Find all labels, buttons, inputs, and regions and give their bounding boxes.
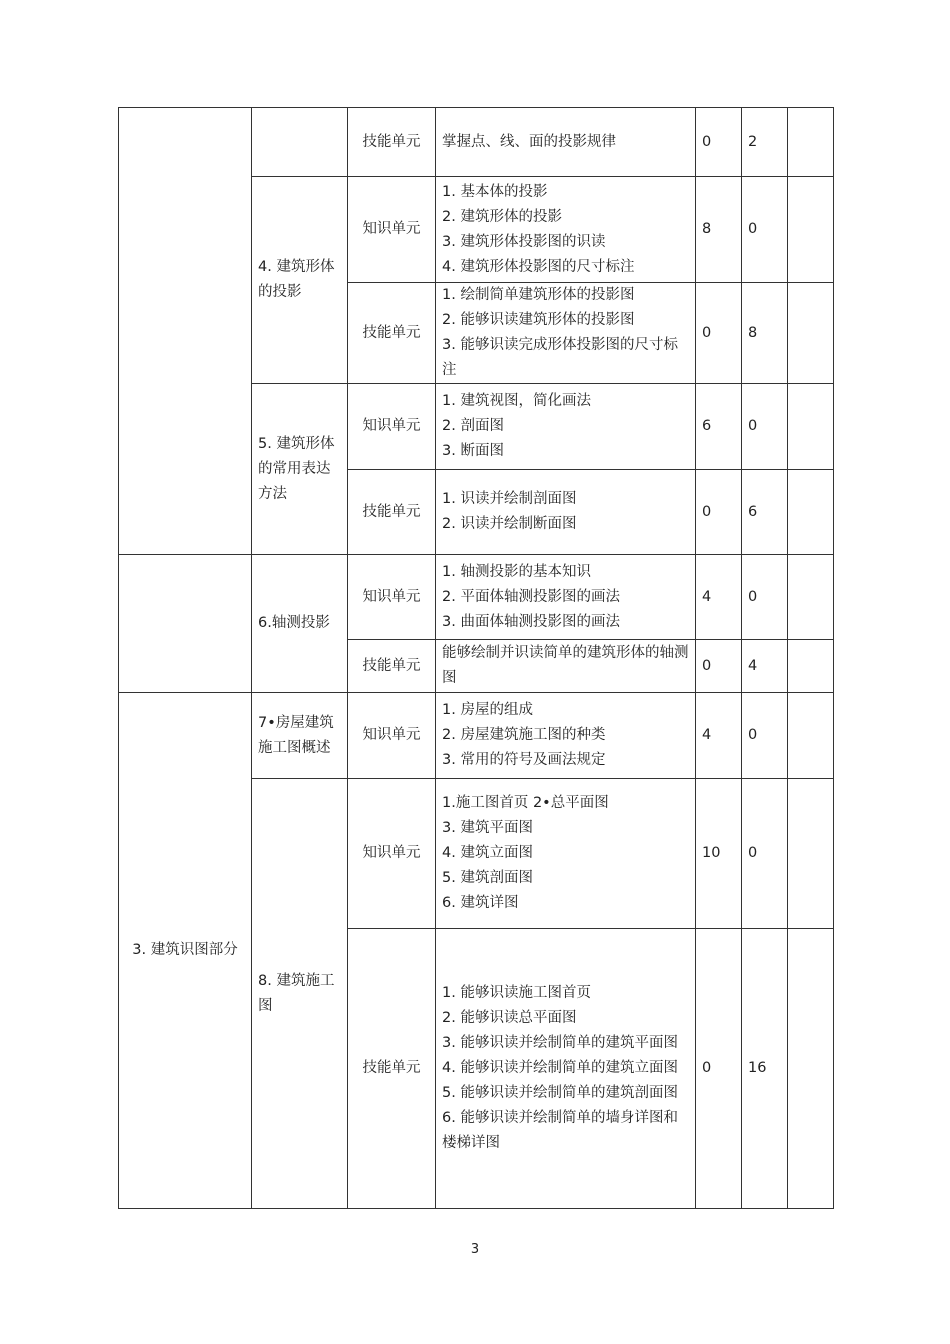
practice-hours-cell: 2: [742, 108, 788, 177]
practice-hours-cell: 0: [742, 177, 788, 283]
remark-cell: [788, 108, 834, 177]
unit-type-cell: 知识单元: [348, 177, 436, 283]
content-cell: 1. 基本体的投影 2. 建筑形体的投影 3. 建筑形体投影图的识读 4. 建筑形体投影图的尺寸标注: [436, 177, 696, 283]
theory-hours-cell: 6: [696, 384, 742, 470]
part-cell-empty: [119, 555, 252, 693]
theory-hours-cell: 4: [696, 555, 742, 640]
table-row: [119, 108, 834, 177]
remark-cell: [788, 470, 834, 555]
module-cell: 7•房屋建筑施工图概述: [252, 693, 348, 779]
course-hours-table: [118, 107, 834, 1209]
module-cell: 5. 建筑形体的常用表达方法: [252, 384, 348, 555]
content-cell: 掌握点、线、面的投影规律: [436, 108, 696, 177]
content-cell: 1. 建筑视图，简化画法 2. 剖面图 3. 断面图: [436, 384, 696, 470]
theory-hours-cell: 0: [696, 640, 742, 693]
theory-hours-cell: 0: [696, 108, 742, 177]
unit-type-cell: 知识单元: [348, 384, 436, 470]
remark-cell: [788, 384, 834, 470]
module-cell: 8. 建筑施工图: [252, 779, 348, 1209]
remark-cell: [788, 929, 834, 1209]
practice-hours-cell: 4: [742, 640, 788, 693]
remark-cell: [788, 177, 834, 283]
remark-cell: [788, 555, 834, 640]
content-cell: 1.施工图首页 2•总平面图 3. 建筑平面图 4. 建筑立面图 5. 建筑剖面图 6. 建筑详图: [436, 779, 696, 929]
unit-type-cell: 技能单元: [348, 929, 436, 1209]
content-cell: 1. 房屋的组成 2. 房屋建筑施工图的种类 3. 常用的符号及画法规定: [436, 693, 696, 779]
practice-hours-cell: 0: [742, 384, 788, 470]
practice-hours-cell: 0: [742, 555, 788, 640]
theory-hours-cell: 10: [696, 779, 742, 929]
module-cell: 6.轴测投影: [252, 555, 348, 693]
table-row: [119, 555, 834, 640]
part-cell: 3. 建筑识图部分: [119, 693, 252, 1209]
content-cell: 1. 识读并绘制剖面图 2. 识读并绘制断面图: [436, 470, 696, 555]
remark-cell: [788, 779, 834, 929]
remark-cell: [788, 283, 834, 384]
theory-hours-cell: 4: [696, 693, 742, 779]
theory-hours-cell: 8: [696, 177, 742, 283]
module-cell-empty: [252, 108, 348, 177]
theory-hours-cell: 0: [696, 470, 742, 555]
unit-type-cell: 技能单元: [348, 640, 436, 693]
practice-hours-cell: 16: [742, 929, 788, 1209]
theory-hours-cell: 0: [696, 929, 742, 1209]
theory-hours-cell: 0: [696, 283, 742, 384]
unit-type-cell: 技能单元: [348, 283, 436, 384]
practice-hours-cell: 0: [742, 779, 788, 929]
practice-hours-cell: 6: [742, 470, 788, 555]
unit-type-cell: 技能单元: [348, 470, 436, 555]
unit-type-cell: 技能单元: [348, 108, 436, 177]
unit-type-cell: 知识单元: [348, 555, 436, 640]
part-cell-empty: [119, 108, 252, 555]
page-number: 3: [470, 1242, 480, 1257]
unit-type-cell: 知识单元: [348, 779, 436, 929]
module-cell: 4. 建筑形体的投影: [252, 177, 348, 384]
practice-hours-cell: 0: [742, 693, 788, 779]
remark-cell: [788, 640, 834, 693]
content-cell: 能够绘制并识读简单的建筑形体的轴测图: [436, 640, 696, 693]
unit-type-cell: 知识单元: [348, 693, 436, 779]
remark-cell: [788, 693, 834, 779]
content-cell: 1. 能够识读施工图首页 2. 能够识读总平面图 3. 能够识读并绘制简单的建筑平面图 4. 能够识读并绘制简单的建筑立面图 5. 能够识读并绘制简单的建筑剖面图 6. 能够识读并绘制简单的墙身详图和楼梯详图: [436, 929, 696, 1209]
content-cell: 1. 轴测投影的基本知识 2. 平面体轴测投影图的画法 3. 曲面体轴测投影图的画法: [436, 555, 696, 640]
practice-hours-cell: 8: [742, 283, 788, 384]
content-cell: 1. 绘制简单建筑形体的投影图 2. 能够识读建筑形体的投影图 3. 能够识读完成形体投影图的尺寸标注: [436, 283, 696, 384]
table-row: [119, 693, 834, 779]
